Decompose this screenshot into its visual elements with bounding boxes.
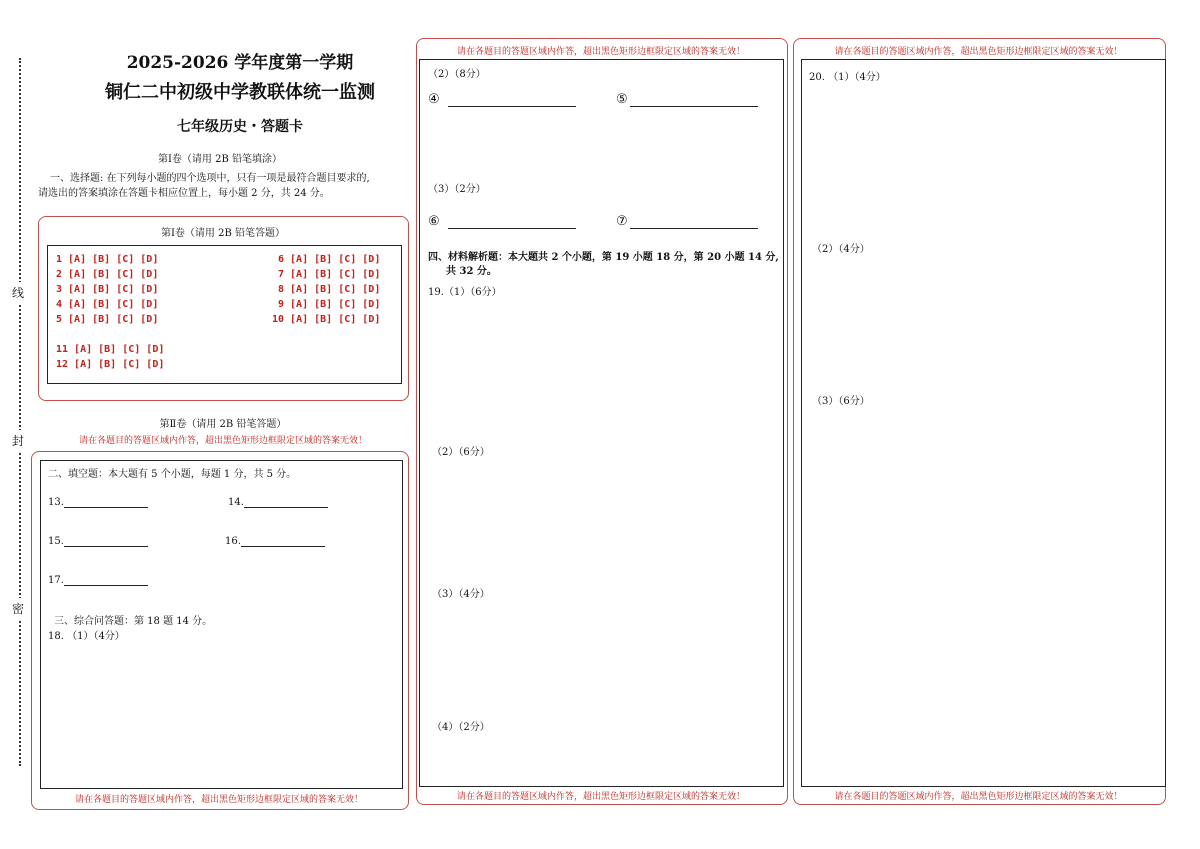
q3-label: （3）（2分） (428, 184, 486, 195)
circled-6: ⑥ (428, 214, 440, 229)
blank-17-number: 17. (48, 575, 64, 586)
q19-part2-label: （2）（6分） (432, 447, 490, 458)
choice-box-title: 第Ⅰ卷（请用 2B 铅笔答题） (160, 228, 286, 239)
blank-14-number: 14. (228, 497, 244, 508)
binding-char-seal: 封 (12, 430, 24, 451)
circled-4: ④ (428, 92, 440, 107)
column2-answer-area[interactable] (419, 59, 784, 787)
blank-16[interactable] (225, 536, 325, 547)
answer-line-7[interactable] (616, 214, 758, 229)
part1-heading: 第Ⅰ卷（请用 2B 铅笔填涂） (157, 154, 283, 165)
column2-warning-bottom: 请在各题目的答题区域内作答，超出黑色矩形边框限定区域的答案无效！ (456, 792, 745, 802)
choice-row-2[interactable]: 2 [A] [B] [C] [D] (56, 269, 159, 280)
answer-line-6[interactable] (428, 214, 576, 229)
answer-line-5[interactable] (616, 92, 758, 107)
binding-char-secret: 密 (12, 598, 24, 619)
choice-row-1[interactable]: 1 [A] [B] [C] [D] (56, 254, 159, 265)
q18-part1-label: 18. （1）（4分） (48, 631, 125, 642)
choice-row-9[interactable]: 9 [A] [B] [C] [D] (278, 299, 381, 310)
binding-char-line: 线 (12, 282, 24, 303)
exam-subject-title: 七年级历史・答题卡 (177, 119, 303, 135)
blank-14[interactable] (228, 497, 328, 508)
blank-15-number: 15. (48, 536, 64, 547)
column3-warning-top: 请在各题目的答题区域内作答，超出黑色矩形边框限定区域的答案无效！ (834, 47, 1123, 57)
choice-row-3[interactable]: 3 [A] [B] [C] [D] (56, 284, 159, 295)
part2-heading: 第Ⅱ卷（请用 2B 铅笔答题） (159, 419, 287, 430)
answer-line-4[interactable] (428, 92, 576, 107)
column3-answer-area[interactable] (801, 59, 1166, 787)
fill-blank-heading: 二、填空题：本大题有 5 个小题，每题 1 分，共 5 分。 (48, 469, 297, 480)
part4-heading-line2: 共 32 分。 (446, 266, 497, 277)
q20-part1-label: 20. （1）（4分） (809, 72, 886, 83)
choice-row-11[interactable]: 11 [A] [B] [C] [D] (56, 344, 165, 355)
blank-17[interactable] (48, 575, 148, 586)
blank-13-number: 13. (48, 497, 64, 508)
choice-row-4[interactable]: 4 [A] [B] [C] [D] (56, 299, 159, 310)
exam-school-title: 铜仁二中初级中学教联体统一监测 (105, 82, 375, 103)
binding-dotted-line (19, 58, 21, 766)
column2-warning-top: 请在各题目的答题区域内作答，超出黑色矩形边框限定区域的答案无效！ (456, 47, 745, 57)
q19-part4-label: （4）（2分） (432, 722, 490, 733)
q2-label: （2）（8分） (428, 69, 486, 80)
q19-part3-label: （3）（4分） (432, 589, 490, 600)
choice-row-7[interactable]: 7 [A] [B] [C] [D] (278, 269, 381, 280)
choice-row-10[interactable]: 10 [A] [B] [C] [D] (272, 314, 381, 325)
choice-row-12[interactable]: 12 [A] [B] [C] [D] (56, 359, 165, 370)
column3-warning-bottom: 请在各题目的答题区域内作答，超出黑色矩形边框限定区域的答案无效！ (834, 792, 1123, 802)
exam-year-title: 2025-2026 学年度第一学期 (126, 53, 354, 73)
part2-warning-top: 请在各题目的答题区域内作答，超出黑色矩形边框限定区域的答案无效！ (78, 436, 367, 446)
part1-instruction-line1: 一、选择题: 在下列每小题的四个选项中，只有一项是最符合题目要求的, (50, 173, 370, 184)
part4-heading-line1: 四、材料解析题：本大题共 2 个小题，第 19 小题 18 分，第 20 小题 14 分, (428, 252, 779, 263)
part1-instruction-line2: 请选出的答案填涂在答题卡相应位置上，每小题 2 分，共 24 分。 (38, 188, 330, 199)
choice-row-6[interactable]: 6 [A] [B] [C] [D] (278, 254, 381, 265)
q20-part3-label: （3）（6分） (812, 396, 870, 407)
blank-13[interactable] (48, 497, 148, 508)
q19-part1-label: 19.（1）（6分） (428, 287, 502, 298)
circled-7: ⑦ (616, 214, 628, 229)
circled-5: ⑤ (616, 92, 628, 107)
part2-warning-bottom: 请在各题目的答题区域内作答，超出黑色矩形边框限定区域的答案无效！ (74, 795, 363, 805)
choice-row-5[interactable]: 5 [A] [B] [C] [D] (56, 314, 159, 325)
blank-16-number: 16. (225, 536, 241, 547)
comprehensive-heading: 三、综合问答题：第 18 题 14 分。 (54, 616, 213, 627)
blank-15[interactable] (48, 536, 148, 547)
q20-part2-label: （2）（4分） (812, 244, 870, 255)
choice-row-8[interactable]: 8 [A] [B] [C] [D] (278, 284, 381, 295)
